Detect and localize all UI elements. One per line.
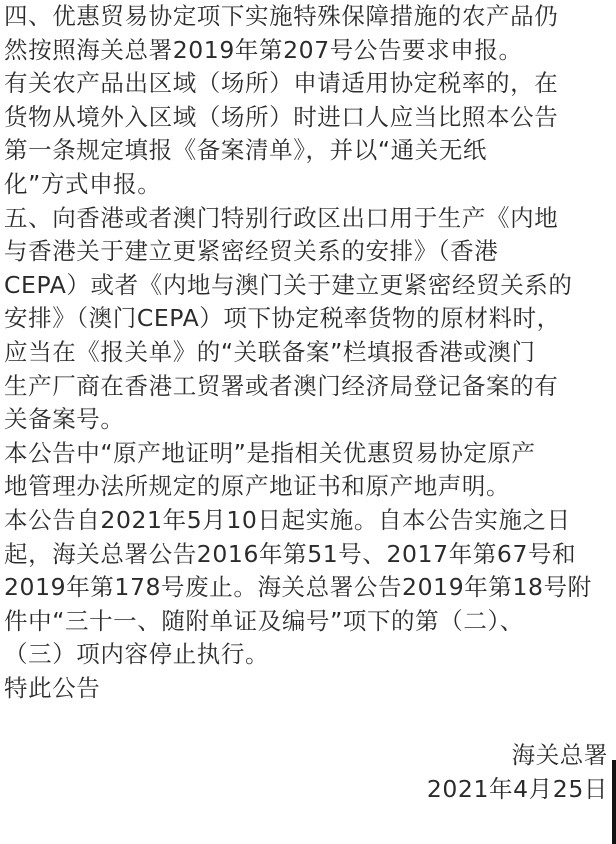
closing-line: 特此公告 bbox=[4, 673, 101, 702]
text-line: 然按照海关总署2019年第207号公告要求申报。 bbox=[4, 35, 523, 64]
text-line: 货物从境外入区域（场所）时进口人应当比照本公告 bbox=[4, 102, 559, 131]
text-line: 2019年第178号废止。海关总署公告2019年第18号附 bbox=[4, 573, 592, 602]
signature-date: 2021年4月25日 bbox=[426, 774, 608, 803]
text-line: 五、向香港或者澳门特别行政区出口用于生产《内地 bbox=[4, 203, 559, 232]
text-line: 有关农产品出区域（场所）申请适用协定税率的，在 bbox=[4, 69, 559, 98]
right-edge-mask bbox=[612, 0, 616, 760]
text-line: 关备案号。 bbox=[4, 405, 125, 434]
signature-issuer: 海关总署 bbox=[511, 741, 608, 770]
text-line: 应当在《报关单》的“关联备案”栏填报香港或澳门 bbox=[4, 337, 536, 366]
text-line: （三）项内容停止执行。 bbox=[4, 640, 270, 669]
text-line: 地管理办法所规定的原产地证书和原产地声明。 bbox=[4, 472, 511, 501]
text-line: 本公告中“原产地证明”是指相关优惠贸易协定原产 bbox=[4, 438, 536, 467]
text-line: 安排》（澳门CEPA）项下协定税率货物的原材料时， bbox=[4, 304, 561, 333]
text-line: CEPA）或者《内地与澳门关于建立更紧密经贸关系的 bbox=[4, 270, 573, 299]
text-line: 生产厂商在香港工贸署或者澳门经济局登记备案的有 bbox=[4, 371, 559, 400]
text-line: 件中“三十一、随附单证及编号”项下的第（二）、 bbox=[4, 606, 524, 635]
text-line: 化”方式申报。 bbox=[4, 169, 162, 198]
text-line: 第一条规定填报《备案清单》，并以“通关无纸 bbox=[4, 136, 488, 165]
announcement-document bbox=[4, 0, 610, 806]
text-line: 起，海关总署公告2016年第51号、2017年第67号和 bbox=[4, 539, 577, 568]
blank-line bbox=[4, 705, 610, 739]
text-line: 四、优惠贸易协定项下实施特殊保障措施的农产品仍 bbox=[4, 2, 559, 30]
text-line: 与香港关于建立更紧密经贸关系的安排》（香港 bbox=[4, 237, 499, 266]
text-line: 本公告自2021年5月10日起实施。自本公告实施之日 bbox=[4, 505, 571, 534]
